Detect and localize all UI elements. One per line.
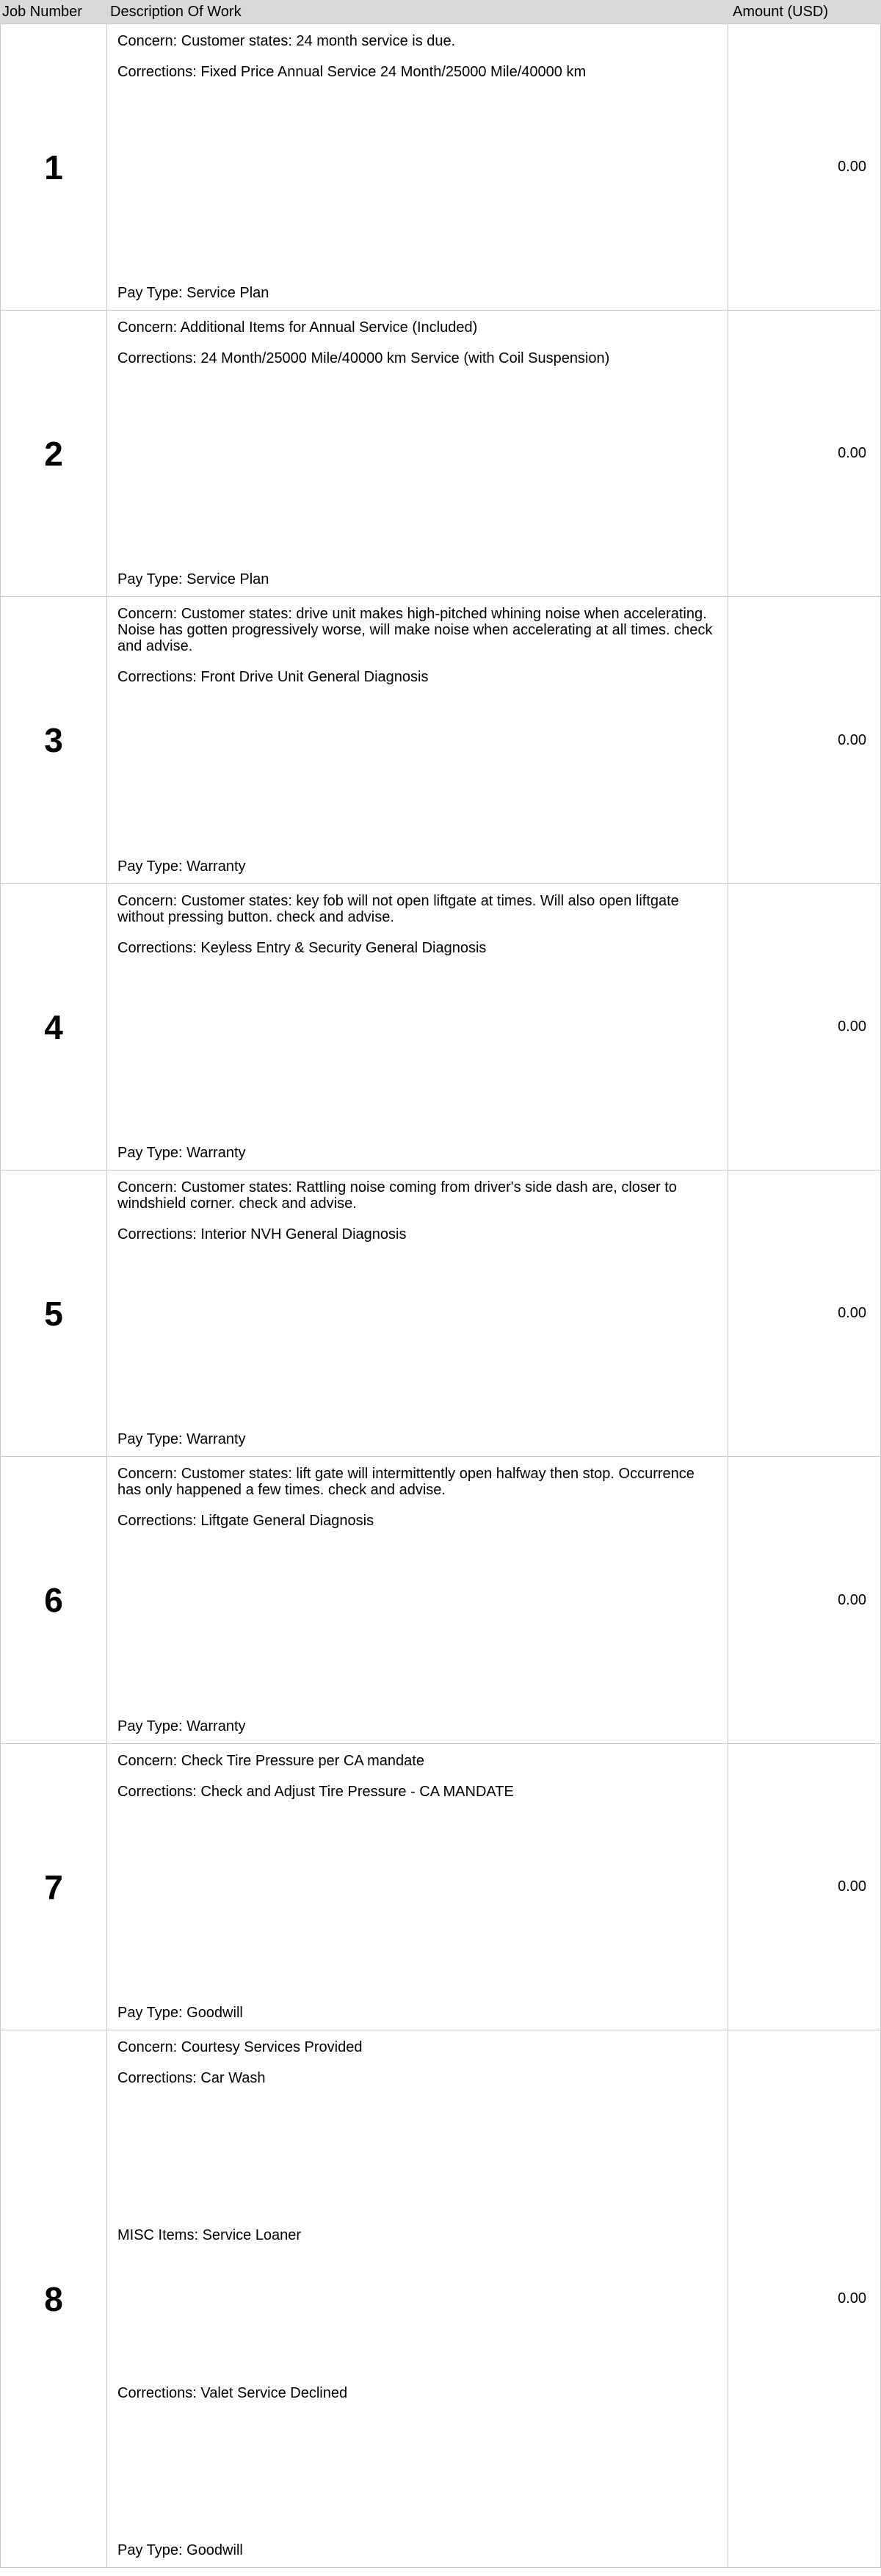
job-amount: 0.00	[728, 311, 881, 596]
pay-type-text: Pay Type: Service Plan	[117, 571, 269, 587]
concern-text: Concern: Customer states: 24 month service is due.	[117, 33, 456, 49]
job-number: 1	[0, 24, 107, 310]
corrections-text: Corrections: Car Wash	[117, 2070, 266, 2086]
job-description	[107, 24, 728, 310]
corrections-text: Corrections: Check and Adjust Tire Pressure - CA MANDATE	[117, 1784, 514, 1800]
job-description	[107, 1457, 728, 1743]
job-number: 3	[0, 597, 107, 883]
header-description: Description Of Work	[110, 4, 242, 20]
job-number: 8	[0, 2030, 107, 2567]
job-description	[107, 2030, 728, 2567]
misc-items-text: MISC Items: Service Loaner	[117, 2227, 302, 2244]
pay-type-text: Pay Type: Service Plan	[117, 285, 269, 301]
job-table-body	[0, 23, 881, 2568]
table-row	[0, 311, 881, 597]
table-row	[0, 884, 881, 1171]
concern-text: Concern: Customer states: lift gate will intermittently open halfway then stop. Occurrence has only happened a few times. check and advise.	[117, 1466, 695, 1498]
job-amount: 0.00	[728, 884, 881, 1170]
concern-text: Concern: Customer states: key fob will not open liftgate at times. Will also open liftgate without pressing button. check and advise.	[117, 893, 679, 925]
pay-type-text: Pay Type: Warranty	[117, 1718, 246, 1734]
table-row	[0, 1171, 881, 1457]
job-description	[107, 597, 728, 883]
pay-type-text: Pay Type: Goodwill	[117, 2541, 243, 2558]
job-amount: 0.00	[728, 2030, 881, 2567]
table-header	[0, 0, 881, 23]
job-number: 4	[0, 884, 107, 1170]
table-row	[0, 2030, 881, 2568]
corrections-text: Corrections: Fixed Price Annual Service 24 Month/25000 Mile/40000 km	[117, 64, 587, 80]
concern-text: Concern: Courtesy Services Provided	[117, 2039, 363, 2055]
job-description	[107, 884, 728, 1170]
job-description	[107, 311, 728, 596]
job-amount: 0.00	[728, 1171, 881, 1456]
corrections-text: Corrections: Keyless Entry & Security General Diagnosis	[117, 940, 487, 956]
header-job-number: Job Number	[2, 4, 82, 20]
pay-type-text: Pay Type: Goodwill	[117, 2005, 243, 2021]
job-description	[107, 1171, 728, 1456]
pay-type-text: Pay Type: Warranty	[117, 858, 246, 875]
corrections-text: Corrections: 24 Month/25000 Mile/40000 km Service (with Coil Suspension)	[117, 350, 610, 366]
job-number: 5	[0, 1171, 107, 1456]
table-row	[0, 23, 881, 311]
concern-text: Concern: Customer states: drive unit makes high-pitched whining noise when accelerating. Noise has gotten progressively worse, will make noise when accelerating at all times. check and advise.	[117, 606, 713, 654]
pay-type-text: Pay Type: Warranty	[117, 1145, 246, 1161]
table-row	[0, 1744, 881, 2030]
pay-type-text: Pay Type: Warranty	[117, 1431, 246, 1447]
job-number: 7	[0, 1744, 107, 2030]
job-description	[107, 1744, 728, 2030]
corrections-text: Corrections: Valet Service Declined	[117, 2384, 348, 2401]
job-number: 2	[0, 311, 107, 596]
corrections-text: Corrections: Interior NVH General Diagnosis	[117, 1226, 407, 1242]
corrections-text: Corrections: Liftgate General Diagnosis	[117, 1513, 374, 1529]
corrections-text: Corrections: Front Drive Unit General Diagnosis	[117, 669, 429, 685]
job-amount: 0.00	[728, 24, 881, 310]
job-amount: 0.00	[728, 597, 881, 883]
job-number: 6	[0, 1457, 107, 1743]
concern-text: Concern: Check Tire Pressure per CA mandate	[117, 1753, 424, 1769]
table-row	[0, 1457, 881, 1744]
header-amount: Amount (USD)	[733, 4, 829, 20]
job-amount: 0.00	[728, 1744, 881, 2030]
concern-text: Concern: Additional Items for Annual Service (Included)	[117, 319, 478, 336]
concern-text: Concern: Customer states: Rattling noise coming from driver's side dash are, closer to windshield corner. check and advise.	[117, 1179, 677, 1212]
table-row	[0, 597, 881, 884]
job-amount: 0.00	[728, 1457, 881, 1743]
